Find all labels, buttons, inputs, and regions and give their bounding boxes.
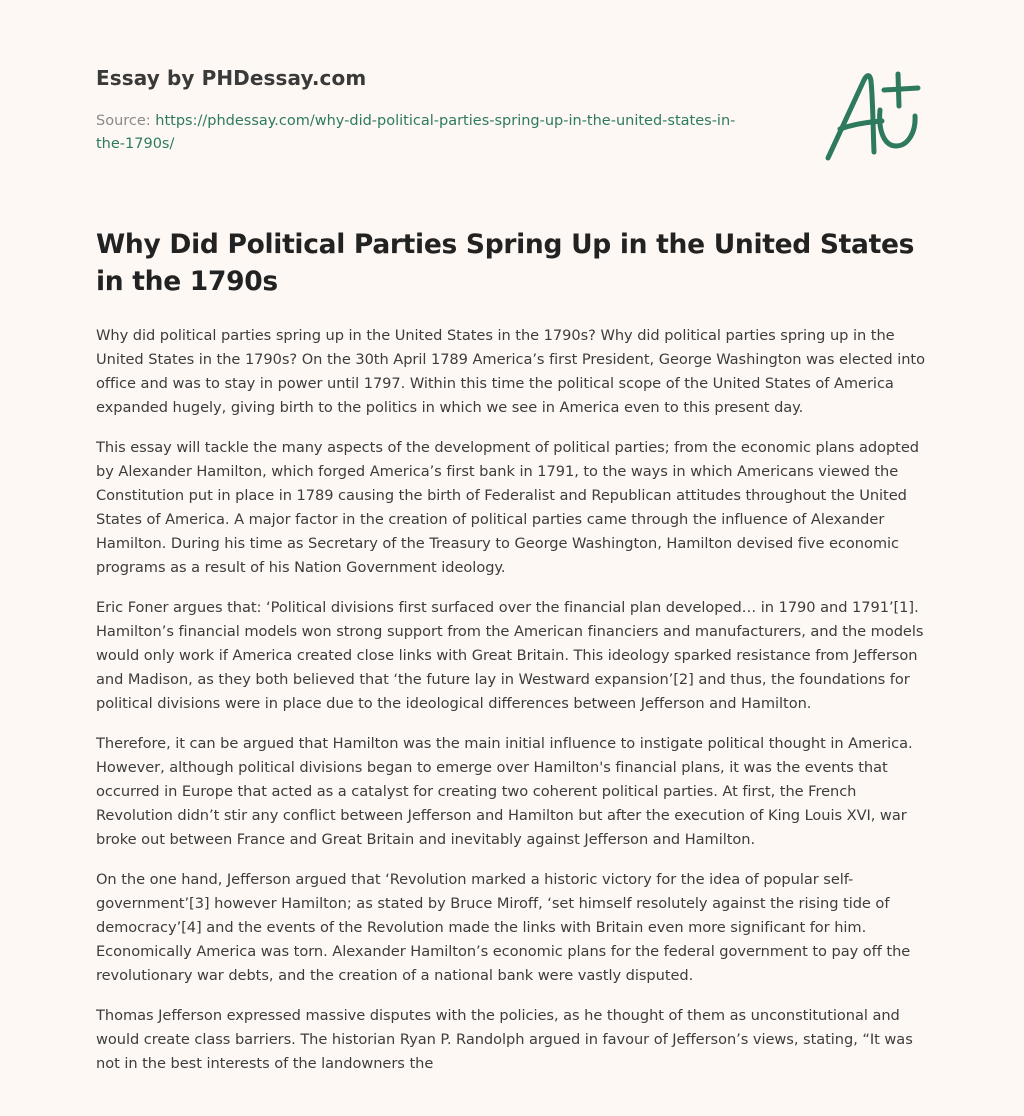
paragraph: Why did political parties spring up in the United States in the 1790s? Why did political parties spring up in the United States in the 1790s? On the 30th April 1789 America’s first President, George Washington was elected into office and was to stay in power until 1797. Within this time the political scope of the United States of America expanded hugely, giving birth to the politics in which we see in America even to this present day. bbox=[96, 327, 925, 416]
paragraph: Eric Foner argues that: ‘Political divisions first surfaced over the financial plan developed… in 1790 and 1791’[1]. Hamilton’s financial models won strong support from the American financiers and manufacturers, and the models would only work if America created close links with Great Britain. This ideology sparked resistance from Jefferson and Madison, as they both believed that ‘the future lay in Westward expansion’[2] and thus, the foundations for political divisions were in place due to the ideological differences between Jefferson and Hamilton. bbox=[96, 599, 924, 712]
source-link[interactable]: https://phdessay.com/why-did-political-parties-spring-up-in-the-united-states-in-the-1790s/ bbox=[96, 113, 736, 152]
a-plus-logo-icon bbox=[818, 66, 930, 166]
paragraph: Thomas Jefferson expressed massive disputes with the policies, as he thought of them as unconstitutional and would create class barriers. The historian Ryan P. Randolph argued in favour of Jefferson’s views, stating, “It was not in the best interests of the landowners the bbox=[96, 1007, 913, 1072]
paragraph: On the one hand, Jefferson argued that ‘Revolution marked a historic victory for the idea of popular self-government’[3] however Hamilton; as stated by Bruce Miroff, ‘set himself resolutely against the rising tide of democracy’[4] and the events of the Revolution made the links with Britain even more significant for him. Economically America was torn. Alexander Hamilton’s economic plans for the federal government to pay off the revolutionary war debts, and the creation of a national bank were vastly disputed. bbox=[96, 871, 911, 984]
source-line bbox=[96, 110, 756, 156]
source-label: Source: bbox=[96, 113, 156, 129]
essay-title: Why Did Political Parties Spring Up in the United States in the 1790s bbox=[96, 229, 915, 297]
paragraph: Therefore, it can be argued that Hamilton was the main initial influence to instigate political thought in America. However, although political divisions began to emerge over Hamilton's financial plans, it was the events that occurred in Europe that acted as a catalyst for creating two coherent political parties. At first, the French Revolution didn’t stir any conflict between Jefferson and Hamilton but after the execution of King Louis XVI, war broke out between France and Great Britain and inevitably against Jefferson and Hamilton. bbox=[96, 735, 913, 848]
header bbox=[96, 64, 796, 156]
brand-title: Essay by PHDessay.com bbox=[96, 66, 367, 90]
essay-body bbox=[96, 324, 930, 1092]
paragraph: This essay will tackle the many aspects of the development of political parties; from the economic plans adopted by Alexander Hamilton, which forged America’s first bank in 1791, to the ways in which Americans viewed the Constitution put in place in 1789 causing the birth of Federalist and Republican attitudes throughout the United States of America. A major factor in the creation of political parties came through the influence of Alexander Hamilton. During his time as Secretary of the Treasury to George Washington, Hamilton devised five economic programs as a result of his Nation Government ideology. bbox=[96, 439, 919, 576]
